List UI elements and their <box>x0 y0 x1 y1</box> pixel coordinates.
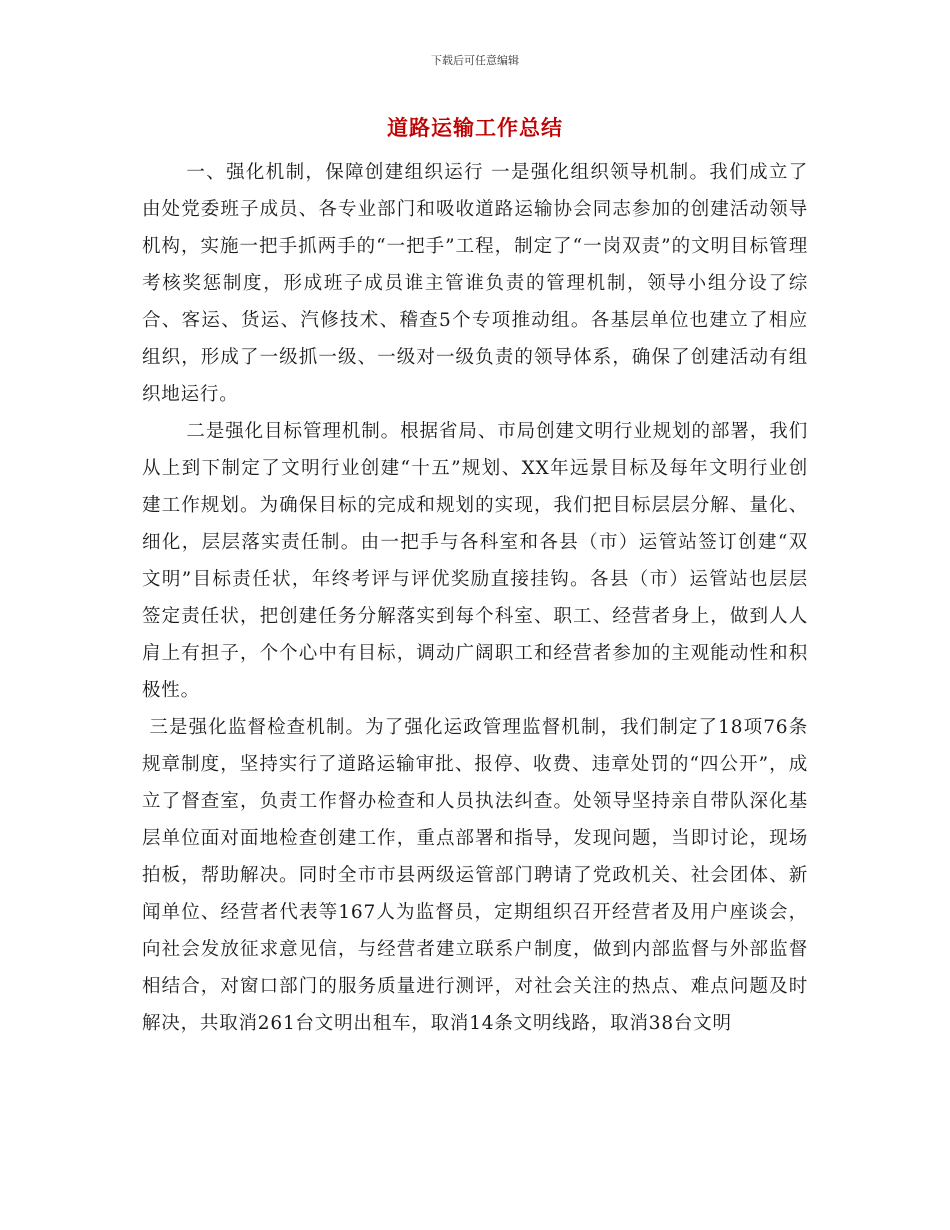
document-body <box>142 154 808 1094</box>
paragraph-2: 二是强化目标管理机制。根据省局、市局创建文明行业规划的部署，我们从上到下制定了文明行业创建“十五”规划、XX年远景目标及每年文明行业创建工作规划。为确保目标的完成和规划的实现，我们把目标层层分解、量化、细化，层层落实责任制。由一把手与各科室和各县（市）运管站签订创建“双文明”目标责任状，年终考评与评优奖励直接挂钩。各县（市）运管站也层层签定责任状，把创建任务分解落实到每个科室、职工、经营者身上，做到人人肩上有担子，个个心中有目标，调动广阔职工和经营者参加的主观能动性和积极性。 <box>142 421 808 701</box>
document-title: 道路运输工作总结 <box>387 115 563 140</box>
paragraph-1: 一、强化机制，保障创建组织运行 一是强化组织领导机制。我们成立了由处党委班子成员、各专业部门和吸收道路运输协会同志参加的创建活动领导机构，实施一把手抓两手的“一把手”工程，制定了“一岗双责”的文明目标管理考核奖惩制度，形成班子成员谁主管谁负责的管理机制，领导小组分设了综合、客运、货运、汽修技术、稽查5个专项推动组。各基层单位也建立了相应组织，形成了一级抓一级、一级对一级负责的领导体系，确保了创建活动有组织地运行。 <box>142 162 808 405</box>
paragraph-3: 三是强化监督检查机制。为了强化运政管理监督机制，我们制定了18项76条规章制度，坚持实行了道路运输审批、报停、收费、违章处罚的“四公开”，成立了督查室，负责工作督办检查和人员执法纠查。处领导坚持亲自带队深化基层单位面对面地检查创建工作，重点部署和指导，发现问题，当即讨论，现场拍板，帮助解决。同时全市市县两级运管部门聘请了党政机关、社会团体、新闻单位、经营者代表等167人为监督员，定期组织召开经营者及用户座谈会，向社会发放征求意见信，与经营者建立联系户制度，做到内部监督与外部监督相结合，对窗口部门的服务质量进行测评，对社会关注的热点、难点问题及时解决，共取消261台文明出租车，取消14条文明线路，取消38台文明 <box>142 717 808 1034</box>
page-header-note: 下载后可任意编辑 <box>431 54 519 67</box>
